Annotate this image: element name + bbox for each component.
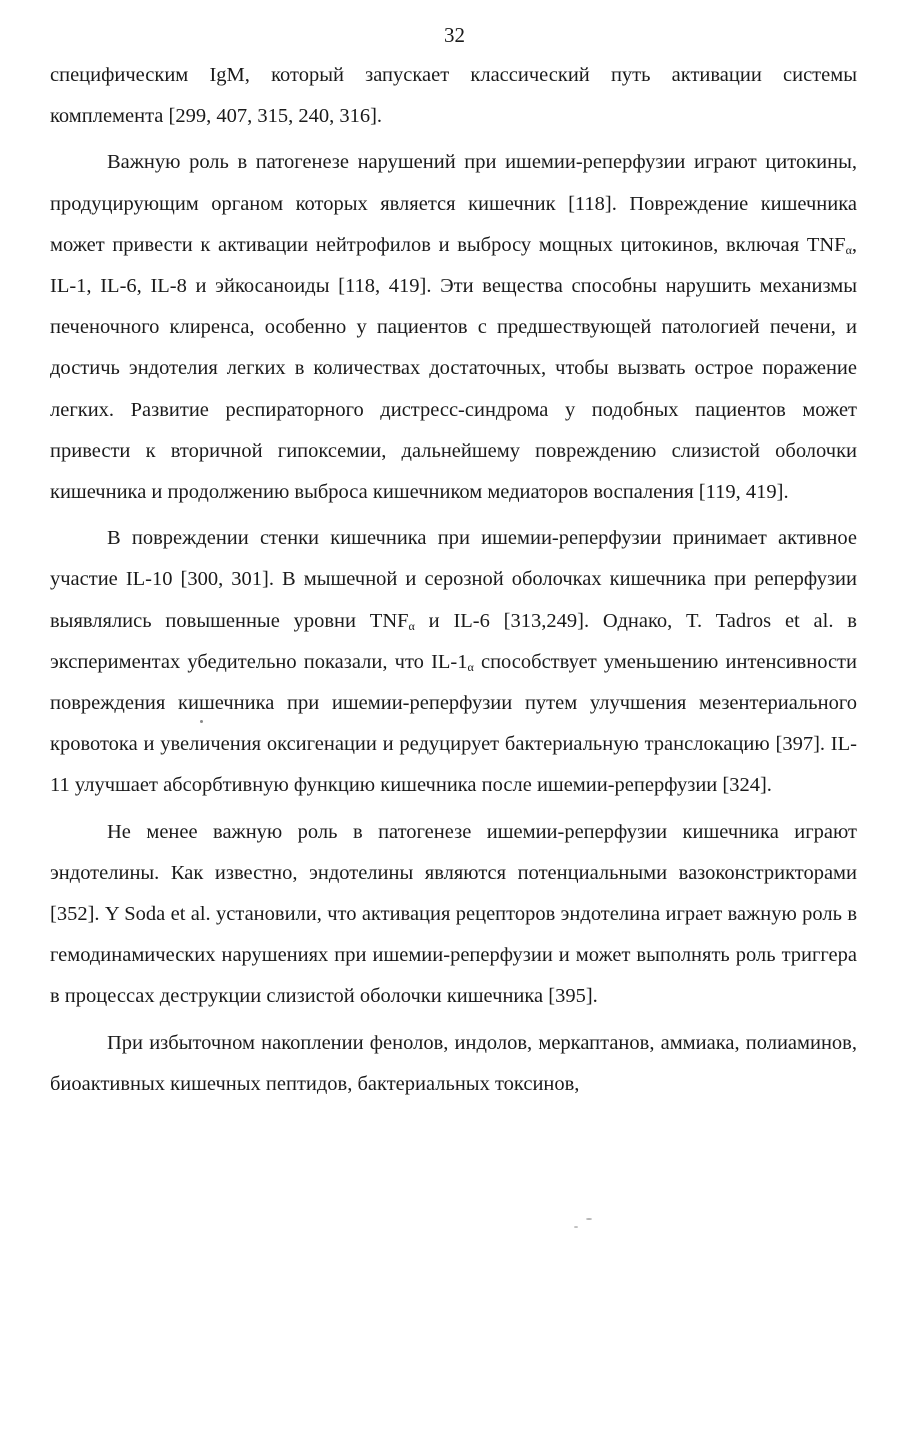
- paragraph: [50, 812, 857, 1018]
- text-run: специфическим IgM, который запускает классический путь активации системы комплемента [299, 407, 315, 240, 316].: [50, 64, 857, 128]
- paragraph: [50, 518, 857, 806]
- page-number: 32: [444, 23, 465, 47]
- paragraph: [50, 55, 857, 137]
- text-run: Важную роль в патогенезе нарушений при ишемии-реперфузии играют цитокины, продуцирующим органом которых является кишечник [118]. Повреждение кишечника может привести к активации нейтрофилов и выбросу мощных цитокинов, включая TNF: [50, 151, 857, 256]
- text-run: и IL-6 [313,249]. Однако, T. Tadros et al. в экспериментах убедительно показали, что IL-1: [50, 609, 857, 673]
- text-run: Не менее важную роль в патогенезе ишемии-реперфузии кишечника играют эндотелины. Как известно, эндотелины являются потенциальными вазоконстрикторами [352]. Y Soda et al. установили, что активация рецепторов эндотелина играет важную роль в гемодинамических нарушениях при ишемии-реперфузии и может выполнять роль триггера в процессах деструкции слизистой оболочки кишечника [395].: [50, 820, 857, 1008]
- text-run: , IL-1, IL-6, IL-8 и эйкосаноиды [118, 419]. Эти вещества способны нарушить механизмы печеночного клиренса, особенно у пациентов с предшествующей патологией печени, и достичь эндотелия легких в количествах достаточных, чтобы вызвать острое поражение легких. Развитие респираторного дистресс-синдрома у подобных пациентов может привести к вторичной гипоксемии, дальнейшему повреждению слизистой оболочки кишечника и продолжению выброса кишечником медиаторов воспаления [119, 419].: [50, 233, 857, 504]
- body-text: [50, 55, 857, 1110]
- text-run: способствует уменьшению интенсивности повреждения кишечника при ишемии-реперфузии путем улучшения мезентериального кровотока и увеличения оксигенации и редуцирует бактериальную транслокацию [397]. IL-11 улучшает абсорбтивную функцию кишечника после ишемии-реперфузии [324].: [50, 650, 857, 797]
- text-run: В повреждении стенки кишечника при ишемии-реперфузии принимает активное участие IL-10 [300, 301]. В мышечной и серозной оболочках кишечника при реперфузии выявлялись повышенные уровни TNF: [50, 527, 857, 632]
- scan-speck: [586, 1218, 592, 1220]
- paragraph: [50, 142, 857, 513]
- scan-speck: [200, 720, 203, 723]
- subscript: α: [845, 242, 852, 257]
- paragraph: [50, 1023, 857, 1105]
- text-run: При избыточном накоплении фенолов, индолов, меркаптанов, аммиака, полиаминов, биоактивных кишечных пептидов, бактериальных токсинов,: [50, 1031, 857, 1095]
- scan-speck: [574, 1226, 578, 1228]
- subscript: α: [467, 659, 474, 674]
- subscript: α: [408, 618, 415, 633]
